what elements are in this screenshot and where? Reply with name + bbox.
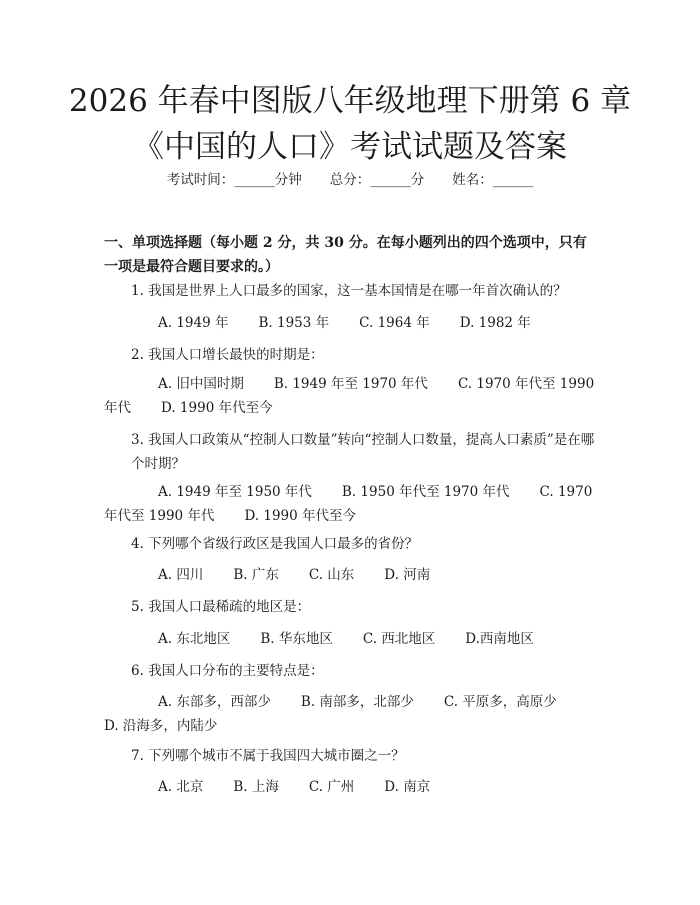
question-stem: 6. 我国人口分布的主要特点是： <box>131 663 324 679</box>
question-stem: 1. 我国是世界上人口最多的国家，这一基本国情是在哪一年首次确认的？ <box>131 283 567 299</box>
question-options <box>104 627 596 651</box>
option: C. 1970 年代至 1990 年代 <box>104 376 595 416</box>
option: A. 1949 年至 1950 年代 <box>158 484 312 500</box>
exam-info <box>0 168 700 188</box>
option: A. 东部多，西部少 <box>158 694 271 710</box>
question-options <box>104 563 596 587</box>
option: C. 1964 年 <box>359 315 430 331</box>
option: D. 1990 年代至今 <box>244 508 357 524</box>
exam-time: 考试时间：______分钟 <box>166 172 302 188</box>
option: A. 1949 年 <box>158 315 229 331</box>
option: D.西南地区 <box>465 631 534 647</box>
option: B. 广东 <box>233 567 279 583</box>
question-stem: 3. 我国人口政策从“控制人口数量”转向“控制人口数量，提高人口素质”是在哪个时期？ <box>131 432 595 472</box>
question-options <box>104 372 596 420</box>
option: B. 1953 年 <box>258 315 330 331</box>
option: A. 四川 <box>158 567 204 583</box>
question-options <box>104 311 596 335</box>
document-title: 2026 年春中图版八年级地理下册第 6 章《中国的人口》考试试题及答案 <box>68 83 632 165</box>
question-options <box>104 775 596 799</box>
option: C. 山东 <box>308 567 355 583</box>
option: A. 旧中国时期 <box>158 376 244 392</box>
option: A. 东北地区 <box>158 631 231 647</box>
option: B. 上海 <box>233 779 279 795</box>
section-heading: 一、单项选择题（每小题 2 分，共 30 分。在每小题列出的四个选项中，只有一项是最符合题目要求的。） <box>104 235 587 275</box>
question-options <box>104 690 596 738</box>
option: B. 1950 年代至 1970 年代 <box>341 484 510 500</box>
option: D. 1982 年 <box>459 315 531 331</box>
question-stem: 7. 下列哪个城市不属于我国四大城市圈之一？ <box>131 748 405 764</box>
question-stem: 5. 我国人口最稀疏的地区是： <box>131 599 311 615</box>
option: D. 沿海多，内陆少 <box>104 718 218 734</box>
option: A. 北京 <box>158 779 204 795</box>
question-stem: 2. 我国人口增长最快的时期是： <box>131 347 324 363</box>
option: C. 西北地区 <box>362 631 436 647</box>
option: B. 南部多，北部少 <box>300 694 414 710</box>
option: D. 河南 <box>384 567 431 583</box>
option: B. 华东地区 <box>260 631 333 647</box>
option: B. 1949 年至 1970 年代 <box>273 376 428 392</box>
option: C. 广州 <box>308 779 355 795</box>
option: C. 1970 年代至 1990 年代 <box>104 484 593 524</box>
option: D. 南京 <box>384 779 431 795</box>
exam-score: 总分：______分 <box>329 172 425 188</box>
option: D. 1990 年代至今 <box>161 400 273 416</box>
question-options <box>104 480 596 528</box>
question-stem: 4. 下列哪个省级行政区是我国人口最多的省份？ <box>131 536 419 552</box>
option: C. 平原多，高原少 <box>443 694 557 710</box>
student-name: 姓名：______ <box>452 172 534 188</box>
